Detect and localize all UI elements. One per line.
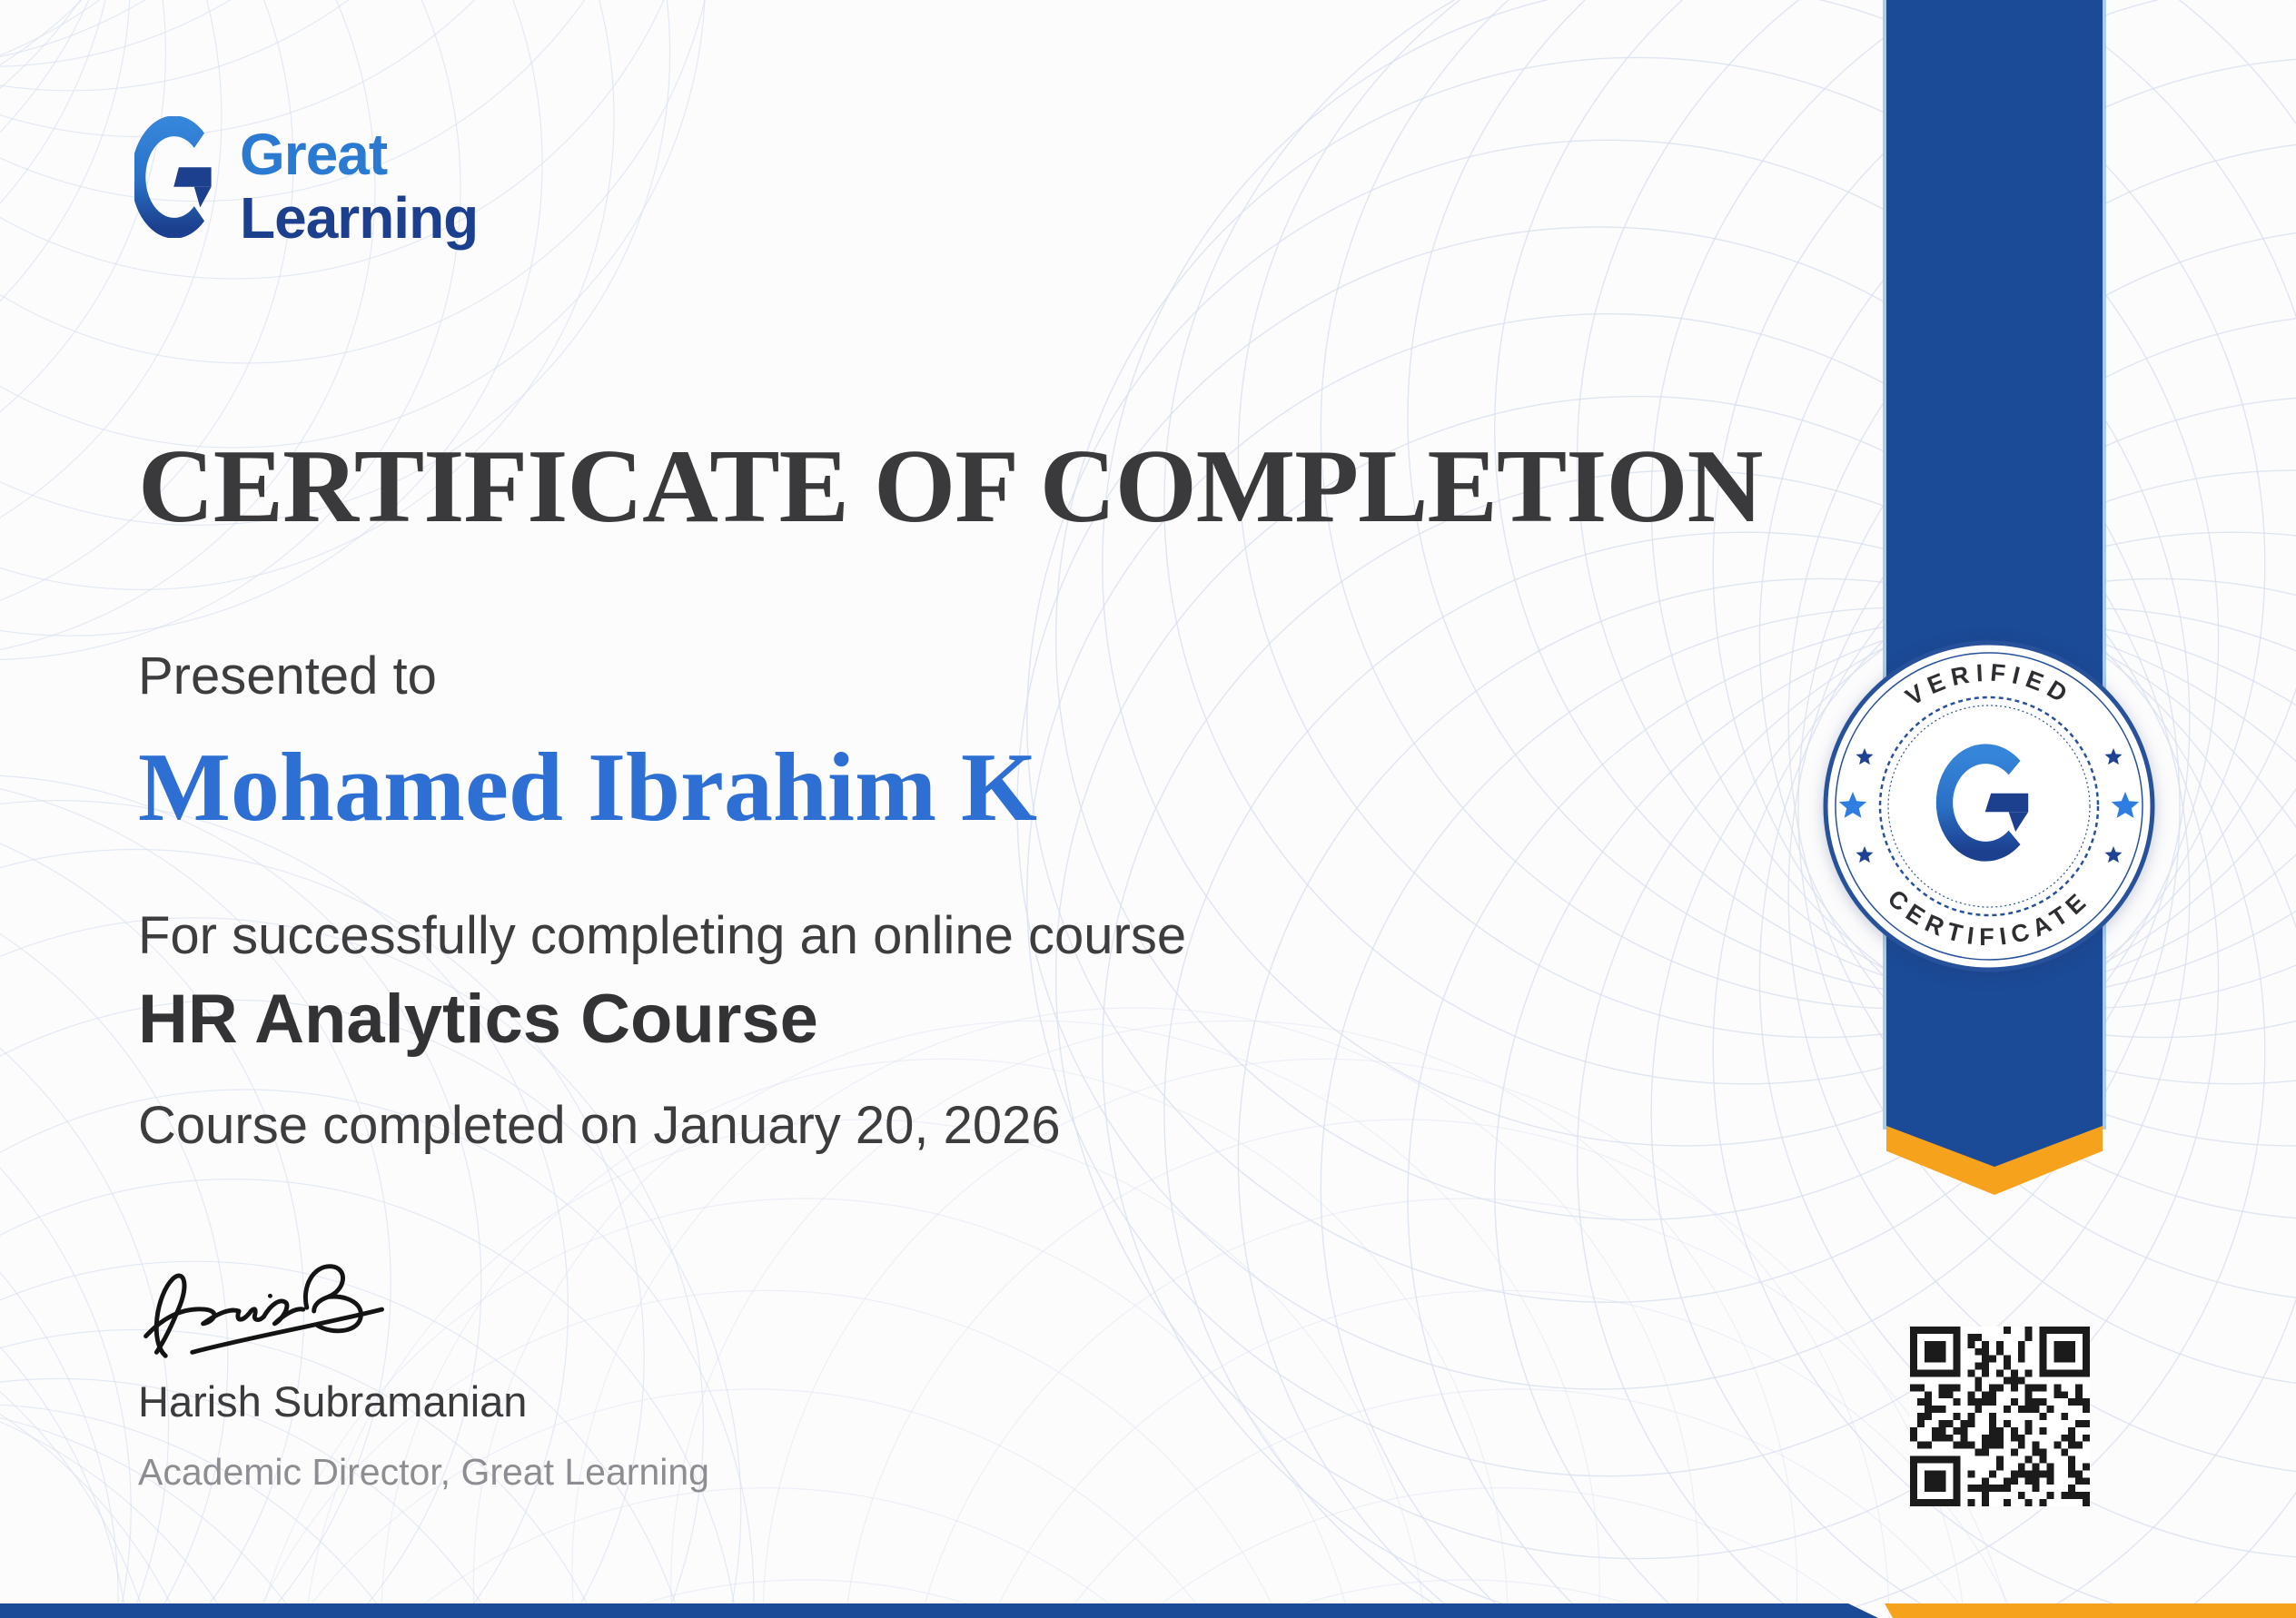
- completion-date: Course completed on January 20, 2026: [138, 1096, 1061, 1155]
- certificate-title: CERTIFICATE OF COMPLETION: [138, 429, 1763, 545]
- qr-code: [1910, 1327, 2090, 1506]
- signer-title: Academic Director, Great Learning: [138, 1451, 709, 1493]
- logo-text-great: Great: [240, 122, 388, 187]
- verified-certificate-seal: [1798, 616, 2180, 997]
- recipient-name: Mohamed Ibrahim K: [138, 734, 1038, 842]
- signature-image: [136, 1256, 454, 1372]
- signer-name: Harish Subramanian: [138, 1377, 528, 1426]
- seal-bottom-text: CERTIFICATE: [1882, 884, 2096, 952]
- great-learning-g-icon: [134, 116, 220, 238]
- logo-wordmark: [240, 109, 479, 251]
- presented-to-label: Presented to: [138, 646, 437, 705]
- brand-logo: [134, 109, 479, 251]
- seal-top-text: VERIFIED: [1900, 658, 2078, 712]
- completion-statement: For successfully completing an online course: [138, 906, 1187, 965]
- footer-bar-orange: [1885, 1603, 2296, 1618]
- course-name: HR Analytics Course: [138, 981, 818, 1058]
- footer-bar-blue: [0, 1603, 1878, 1618]
- logo-text-learning: Learning: [240, 185, 479, 251]
